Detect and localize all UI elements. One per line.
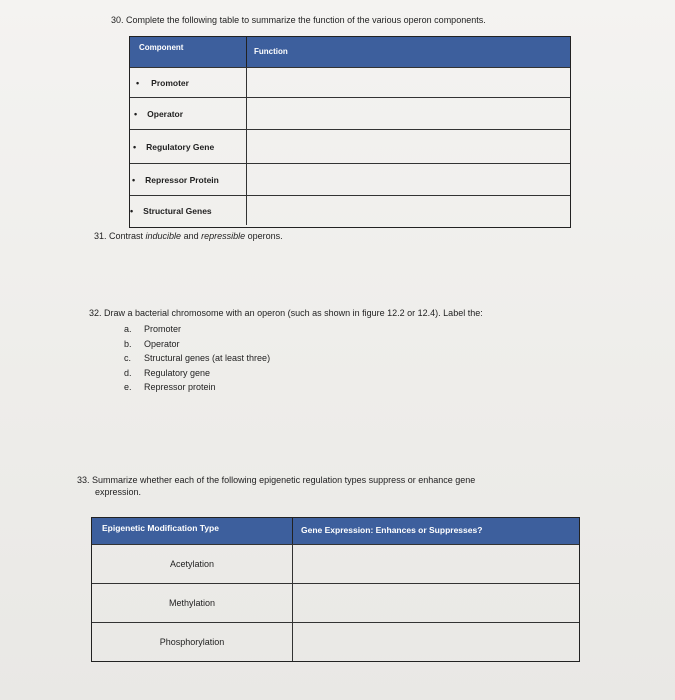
operon-components-table bbox=[129, 36, 571, 228]
function-cell[interactable] bbox=[246, 130, 570, 163]
table-row bbox=[130, 163, 570, 195]
table-row bbox=[130, 97, 570, 129]
header-modification-type: Epigenetic Modification Type bbox=[102, 523, 219, 533]
expression-cell[interactable] bbox=[292, 545, 579, 583]
list-item: e. Repressor protein bbox=[124, 382, 216, 392]
bullet-icon: • bbox=[130, 205, 134, 216]
function-cell[interactable] bbox=[246, 196, 570, 225]
component-label: Promoter bbox=[151, 77, 189, 88]
question-33 bbox=[77, 474, 547, 498]
bullet-icon: • bbox=[134, 108, 138, 119]
table-row bbox=[130, 67, 570, 97]
question-31: 31. Contrast inducible and repressible operons. bbox=[94, 231, 283, 241]
header-gene-expression: Gene Expression: Enhances or Suppresses? bbox=[292, 518, 579, 544]
modification-label: Methylation bbox=[168, 598, 216, 608]
question-33-line1: 33. Summarize whether each of the following epigenetic regulation types suppress or enhance gene bbox=[77, 475, 476, 485]
list-item: a. Promoter bbox=[124, 324, 182, 334]
list-item: d. Regulatory gene bbox=[124, 367, 211, 378]
expression-cell[interactable] bbox=[292, 623, 579, 661]
question-30: 30. Complete the following table to summarize the function of the various operon components. bbox=[111, 15, 486, 25]
question-32: 32. Draw a bacterial chromosome with an operon (such as shown in figure 12.2 or 12.4). Label the: bbox=[89, 308, 483, 318]
bullet-icon: • bbox=[133, 141, 137, 152]
list-item: c. Structural genes (at least three) bbox=[124, 353, 271, 363]
function-cell[interactable] bbox=[246, 164, 570, 195]
header-component: Component bbox=[139, 43, 184, 52]
table-row bbox=[130, 195, 570, 225]
table-header bbox=[92, 518, 579, 544]
table-row bbox=[92, 622, 579, 661]
table-row bbox=[130, 129, 570, 163]
table-header bbox=[130, 37, 570, 67]
table-row bbox=[92, 544, 579, 583]
function-cell[interactable] bbox=[246, 98, 570, 129]
bullet-icon: • bbox=[132, 174, 136, 185]
label-list bbox=[124, 322, 270, 395]
component-label: Repressor Protein bbox=[145, 174, 219, 185]
modification-label: Acetylation bbox=[169, 559, 215, 569]
component-label: Operator bbox=[147, 108, 184, 119]
table-row bbox=[92, 583, 579, 622]
header-function: Function bbox=[246, 37, 570, 67]
component-label: Structural Genes bbox=[143, 205, 212, 216]
function-cell[interactable] bbox=[246, 68, 570, 97]
bullet-icon: • bbox=[136, 77, 140, 88]
modification-label: Phosphorylation bbox=[159, 637, 225, 647]
list-item: b. Operator bbox=[124, 338, 180, 349]
expression-cell[interactable] bbox=[292, 584, 579, 622]
component-label: Regulatory Gene bbox=[146, 141, 215, 152]
question-33-line2: expression. bbox=[95, 487, 142, 497]
epigenetic-table bbox=[91, 517, 580, 662]
